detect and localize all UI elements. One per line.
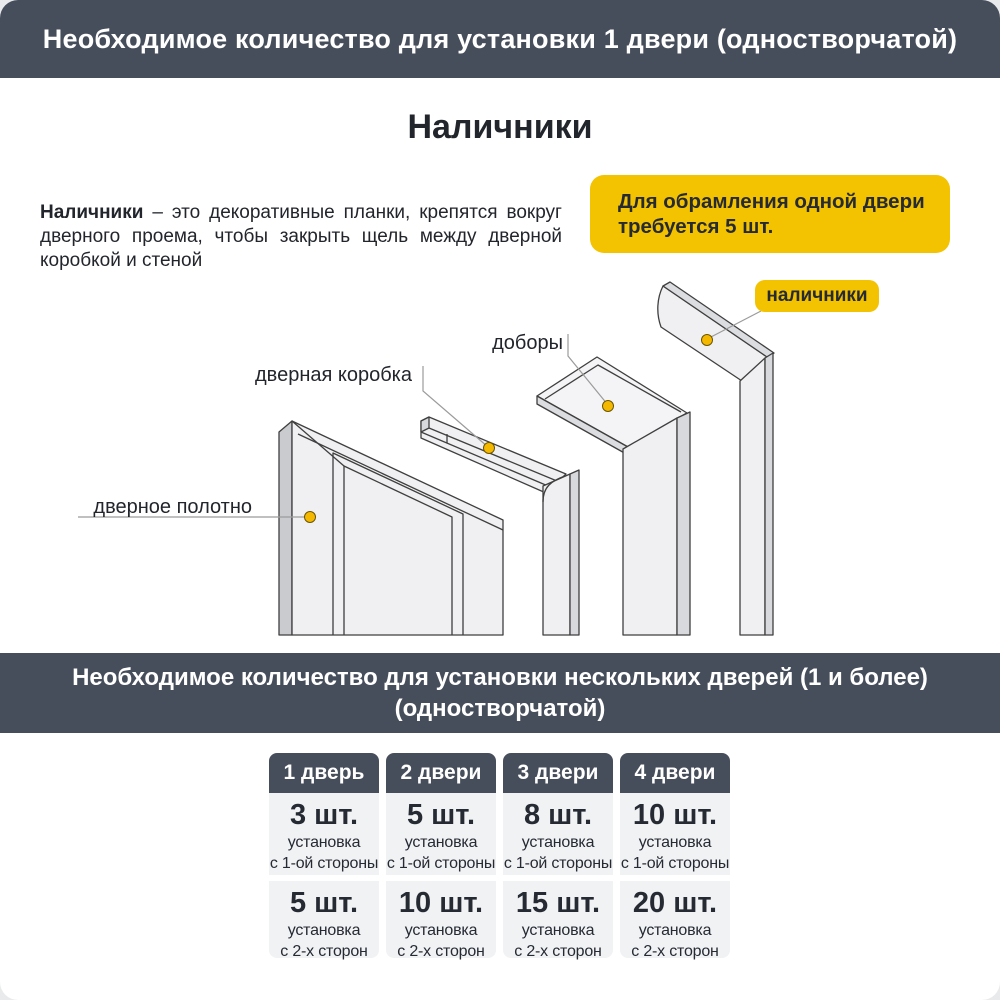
qty-value: 3 шт.	[289, 799, 359, 831]
qty-note-line1: установка	[521, 922, 595, 939]
qty-value: 5 шт.	[406, 799, 476, 831]
qty-note-line2: с 2-х сторон	[514, 942, 602, 960]
qty-value: 20 шт.	[632, 887, 718, 919]
one-side-cell	[269, 793, 379, 875]
casing-plank-shape	[740, 353, 773, 635]
two-side-cell	[386, 881, 496, 958]
bottom-banner	[0, 653, 1000, 733]
door-frame-label: дверная коробка	[255, 364, 412, 386]
qty-value: 10 шт.	[632, 799, 718, 831]
diagram-drawing	[0, 260, 1000, 660]
qty-value: 8 шт.	[523, 799, 593, 831]
door-frame-shape	[421, 417, 566, 493]
qty-note-line1: установка	[638, 922, 712, 939]
qty-value: 10 шт.	[398, 887, 484, 919]
casings-label-badge: наличники	[755, 280, 879, 312]
description-body: – это декоративные планки, крепятся вокруг дверного проема, чтобы закрыть щель между дверной коробкой и стеной	[40, 202, 562, 271]
two-side-cell	[620, 881, 730, 958]
bottom-banner-line2: (одностворчатой)	[394, 695, 606, 722]
qty-value: 5 шт.	[289, 887, 359, 919]
one-side-cell	[620, 793, 730, 875]
qty-value: 15 шт.	[515, 887, 601, 919]
one-side-cell	[503, 793, 613, 875]
extensions-dot	[603, 401, 614, 412]
door-leaf-label: дверное полотно	[93, 496, 252, 518]
column-header: 3 двери	[503, 753, 613, 793]
column-header: 2 двери	[386, 753, 496, 793]
column-header: 4 двери	[620, 753, 730, 793]
top-banner	[0, 0, 1000, 78]
extensions-plank-shape	[623, 412, 690, 635]
qty-note-line1: установка	[521, 834, 595, 851]
qty-note-line1: установка	[287, 922, 361, 939]
table-column-4-doors	[620, 753, 730, 958]
qty-note-line2: с 2-х сторон	[280, 942, 368, 960]
requirement-badge	[590, 175, 950, 253]
qty-note-line1: установка	[404, 922, 478, 939]
qty-note-line1: установка	[404, 834, 478, 851]
qty-note-line2: с 1-ой стороны	[386, 854, 496, 872]
qty-note-line2: с 1-ой стороны	[269, 854, 379, 872]
table-column-2-doors	[386, 753, 496, 958]
casings-dot	[702, 335, 713, 346]
door-frame-dot	[484, 443, 495, 454]
one-side-cell	[386, 793, 496, 875]
two-side-cell	[269, 881, 379, 958]
qty-note-line2: с 1-ой стороны	[503, 854, 613, 872]
qty-note-line1: установка	[287, 834, 361, 851]
description-term: Наличники	[40, 202, 144, 223]
door-exploded-diagram	[0, 260, 1000, 660]
two-side-cell	[503, 881, 613, 958]
bottom-banner-line1: Необходимое количество для установки нескольких дверей (1 и более)	[72, 664, 928, 691]
qty-note-line1: установка	[638, 834, 712, 851]
column-header: 1 дверь	[269, 753, 379, 793]
table-column-1-door	[269, 753, 379, 958]
table-column-3-doors	[503, 753, 613, 958]
qty-note-line2: с 2-х сторон	[631, 942, 719, 960]
door-frame-plank-shape	[543, 470, 579, 635]
qty-note-line2: с 2-х сторон	[397, 942, 485, 960]
door-leaf-dot	[305, 512, 316, 523]
quantity-table	[269, 753, 730, 958]
requirement-badge-line2: требуется 5 шт.	[618, 215, 774, 238]
top-banner-text: Необходимое количество для установки 1 двери (одностворчатой)	[42, 23, 958, 54]
page-title: Наличники	[407, 108, 593, 146]
qty-note-line2: с 1-ой стороны	[620, 854, 730, 872]
requirement-badge-line1: Для обрамления одной двери	[618, 190, 925, 213]
extensions-label: доборы	[492, 332, 563, 354]
